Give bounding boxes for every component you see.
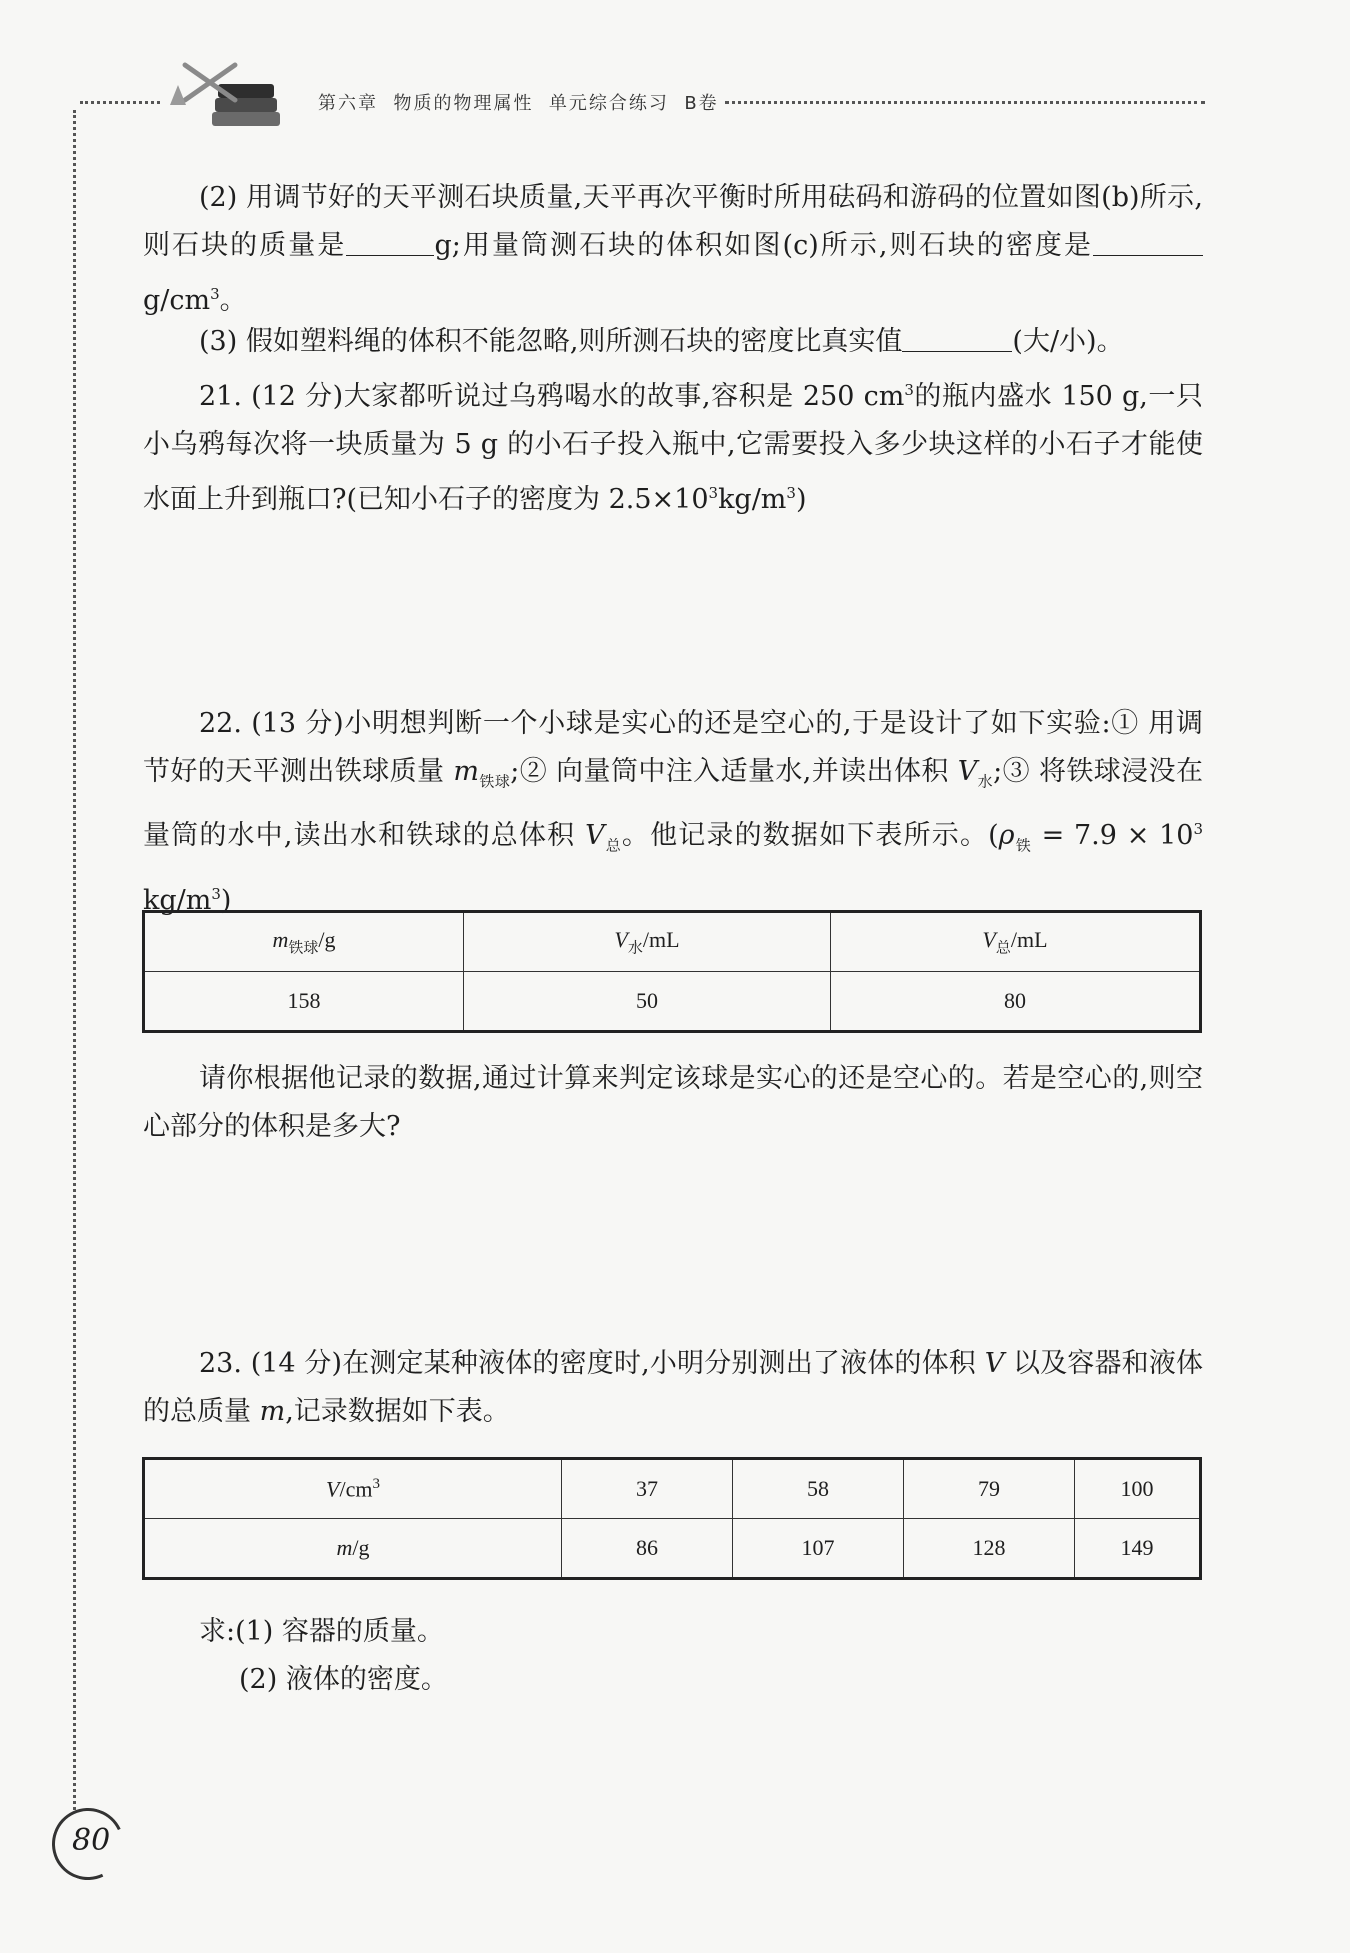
var-v: V — [984, 1348, 1005, 1379]
q22-question: 请你根据他记录的数据,通过计算来判定该球是实心的还是空心的。若是空心的,则空心部分的体积是多大? — [143, 1063, 1203, 1142]
q23-data-table — [142, 1457, 1202, 1580]
table-cell: 80 — [831, 972, 1201, 1032]
table-header-cell: $V_水/mL$ — [464, 912, 831, 972]
left-margin-dotted-rule — [73, 110, 76, 1810]
superscript: 3 — [210, 285, 220, 303]
var-m: m — [453, 756, 480, 787]
subscript: 水 — [977, 772, 994, 791]
superscript: 3 — [708, 484, 719, 502]
subscript: 铁 — [1014, 836, 1032, 855]
answer-blank[interactable] — [1093, 225, 1203, 256]
table-cell: 50 — [464, 972, 831, 1032]
q23-text: 23. (14 分)在测定某种液体的密度时,小明分别测出了液体的体积 — [199, 1348, 985, 1379]
question-21 — [143, 366, 1203, 524]
q22-text-d: 。他记录的数据如下表所示。( — [621, 820, 999, 852]
table-cell: 149 — [1075, 1519, 1201, 1579]
table-cell: 100 — [1075, 1459, 1201, 1519]
q20-part2-text: (2) 用调节好的天平测石块质量,天平再次平衡时所用砝码和游码的位置如图(b)所示,则石块的质量是 — [143, 182, 1203, 261]
q22-text-f: kg/m — [143, 884, 212, 916]
q21-text-d: ) — [795, 484, 807, 515]
q22-text-c: ;③ 将铁球浸没在量筒的水中,读出水和铁球的总体积 — [143, 756, 1203, 852]
page-number-badge — [52, 1808, 122, 1878]
table-cell: 37 — [562, 1459, 733, 1519]
chapter-title: 第六章 物质的物理属性 单元综合练习 B卷 — [318, 93, 719, 114]
table-cell: 58 — [733, 1459, 904, 1519]
question-22 — [143, 700, 1203, 925]
q23-ask-2: (2) 液体的密度。 — [239, 1664, 448, 1695]
page-header — [70, 55, 1205, 135]
q22-text-e: = 7.9 × 10 — [1031, 820, 1194, 852]
header-dotted-rule-right — [725, 101, 1205, 104]
q22-text-g: ) — [220, 884, 232, 916]
table-cell: 86 — [562, 1519, 733, 1579]
q21-text-b: 的瓶内盛水 150 g,一只小乌鸦每次将一块质量为 5 g 的小石子投入瓶中,它需要投入多少块这样的小石子才能使水面上升到瓶口?(已知小石子的密度为 2.5×10 — [143, 381, 1203, 515]
table-cell: 158 — [144, 972, 464, 1032]
table-cell: 128 — [904, 1519, 1075, 1579]
table-row — [144, 972, 1201, 1032]
subscript: 铁球 — [479, 772, 511, 791]
answer-blank[interactable] — [346, 225, 434, 256]
punct: 。 — [219, 285, 247, 316]
q22-text: 22. (13 分)小明想判断一个小球是实心的还是空心的,于是设计了如下实验:① 用调节好的天平测出铁球质量 — [143, 708, 1203, 787]
table-header-cell: $V/cm^3$ — [144, 1459, 562, 1519]
table-cell: 79 — [904, 1459, 1075, 1519]
page-number: 80 — [72, 1823, 111, 1858]
superscript: 3 — [1193, 820, 1203, 839]
table-cell: 107 — [733, 1519, 904, 1579]
q20-part3 — [143, 318, 1203, 366]
var-m: m — [259, 1396, 286, 1427]
q21-text: 21. (12 分)大家都听说过乌鸦喝水的故事,容积是 250 cm — [199, 381, 905, 412]
var-v-total: V — [585, 820, 605, 852]
books-logo-icon — [140, 60, 300, 140]
table-header-cell: $V_总/mL$ — [831, 912, 1201, 972]
table-row — [144, 912, 1201, 972]
q23-text-c: ,记录数据如下表。 — [285, 1396, 510, 1427]
table-header-cell: m/g — [144, 1519, 562, 1579]
q20-part3-text: (3) 假如塑料绳的体积不能忽略,则所测石块的密度比真实值 — [199, 326, 903, 357]
table-row — [144, 1459, 1201, 1519]
var-v: V — [957, 756, 978, 787]
question-23 — [143, 1340, 1203, 1436]
table-header-cell: $m_{铁球}/g$ — [144, 912, 464, 972]
subscript: 总 — [604, 836, 622, 855]
q22-data-table — [142, 910, 1202, 1033]
q21-text-c: kg/m — [718, 484, 787, 515]
answer-blank[interactable] — [902, 321, 1012, 352]
q23-ask-1: 求:(1) 容器的质量。 — [199, 1616, 444, 1647]
q20-part2-text-b: g;用量筒测石块的体积如图(c)所示,则石块的密度是 — [434, 230, 1094, 261]
superscript: 3 — [786, 484, 796, 502]
q20-part2 — [143, 174, 1203, 325]
superscript: 3 — [211, 884, 221, 903]
var-rho: ρ — [998, 820, 1015, 852]
q20-part3-text-b: (大/小)。 — [1012, 326, 1124, 357]
superscript: 3 — [904, 381, 914, 399]
q22-text-b: ;② 向量筒中注入适量水,并读出体积 — [510, 756, 958, 787]
table-row — [144, 1519, 1201, 1579]
q23-text-b: 以及容器和液体的总质量 — [143, 1348, 1203, 1427]
unit-text: g/cm — [143, 285, 211, 316]
